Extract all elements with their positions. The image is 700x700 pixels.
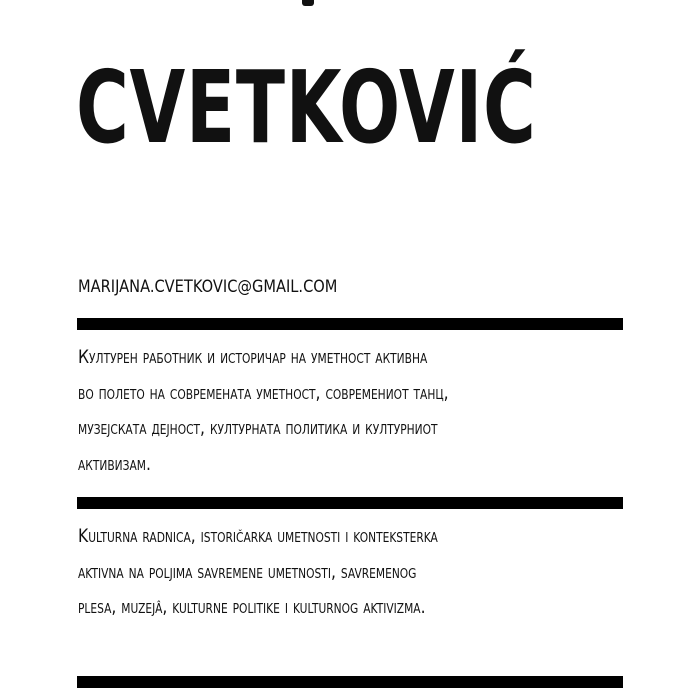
bio-line: aktivna na poljima savremene umetnosti, savremenog	[78, 560, 417, 583]
surname-heading: CVETKOVIĆ	[76, 49, 537, 166]
bio-macedonian	[78, 340, 603, 482]
clipped-glyph-fragment	[302, 0, 314, 6]
divider-rule	[77, 318, 623, 330]
divider-rule	[77, 497, 623, 509]
email-address[interactable]: MARIJANA.CVETKOVIC@GMAIL.COM	[78, 277, 338, 297]
bio-line: активизам.	[78, 452, 151, 475]
bio-line: Културен работник и историчар на уметност активна	[78, 346, 428, 368]
divider-rule	[77, 676, 623, 688]
bio-line: музејската дејност, културната политика и културниот	[78, 417, 438, 439]
bio-line: Kulturna radnica, istoričarka umetnosti i konteksterka	[78, 525, 438, 547]
bio-serbian	[78, 519, 603, 626]
bio-line: plesa, muzejâ, kulturne politike i kulturnog aktivizma.	[78, 596, 426, 618]
bio-line: во полето на современата уметност, современиот танц,	[78, 381, 449, 404]
